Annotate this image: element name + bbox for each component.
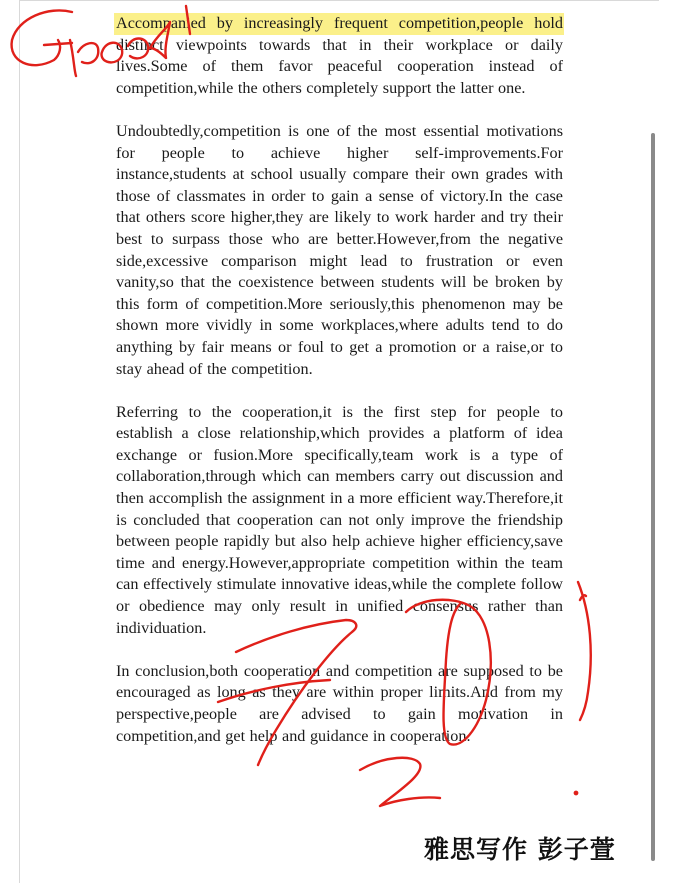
essay-paragraph-cooperation: Referring to the cooperation,it is the first step for people to establish a close relationship,which provides a platform of idea exchange or fusion.More specifically,team work is a type of collaboration,through which can members carry out discussion and then accomplish the assignment in a more efficient way.Therefore,it is concluded that cooperation can not only improve the friendship between people rapidly but also help achieve higher efficiency,save time and energy.However,appropriate competition within the team can effectively stimulate innovative ideas,while the complete follow or obedience may only result in unified consensus rather than individuation. <box>116 402 563 637</box>
page-top-border <box>19 0 659 1</box>
watermark-text: 雅思写作 彭子萱 <box>424 835 616 864</box>
essay-document <box>116 13 563 769</box>
vertical-scrollbar[interactable] <box>651 133 655 861</box>
essay-paragraph-intro: Accompanied by increasingly frequent competition,people hold distinct viewpoints towards that in their workplace or daily lives.Some of them favor peaceful cooperation instead of competition,while the others completely support the latter one. <box>116 14 563 97</box>
page-left-border <box>19 0 20 883</box>
essay-paragraph-conclusion: In conclusion,both cooperation and competition are supposed to be encouraged as long as they are within proper limits.And from my perspective,people are advised to gain motivation in competition,and get help and guidance in cooperation. <box>116 661 563 745</box>
essay-paragraph-competition: Undoubtedly,competition is one of the most essential motivations for people to achieve higher self-improvements.For instance,students at school usually compare their own grades with those of classmates in order to gain a sense of victory.In the case that others score higher,they are likely to work harder and try their best to surpass those who are better.However,from the negative side,excessive comparison might lead to frustration or even vanity,so that the coexistence between students will be broken by this form of competition.More seriously,this phenomenon may be shown more vividly in some workplaces,where adults tend to do anything by fair means or foul to get a promotion or a raise,or to stay ahead of the competition. <box>116 121 563 378</box>
